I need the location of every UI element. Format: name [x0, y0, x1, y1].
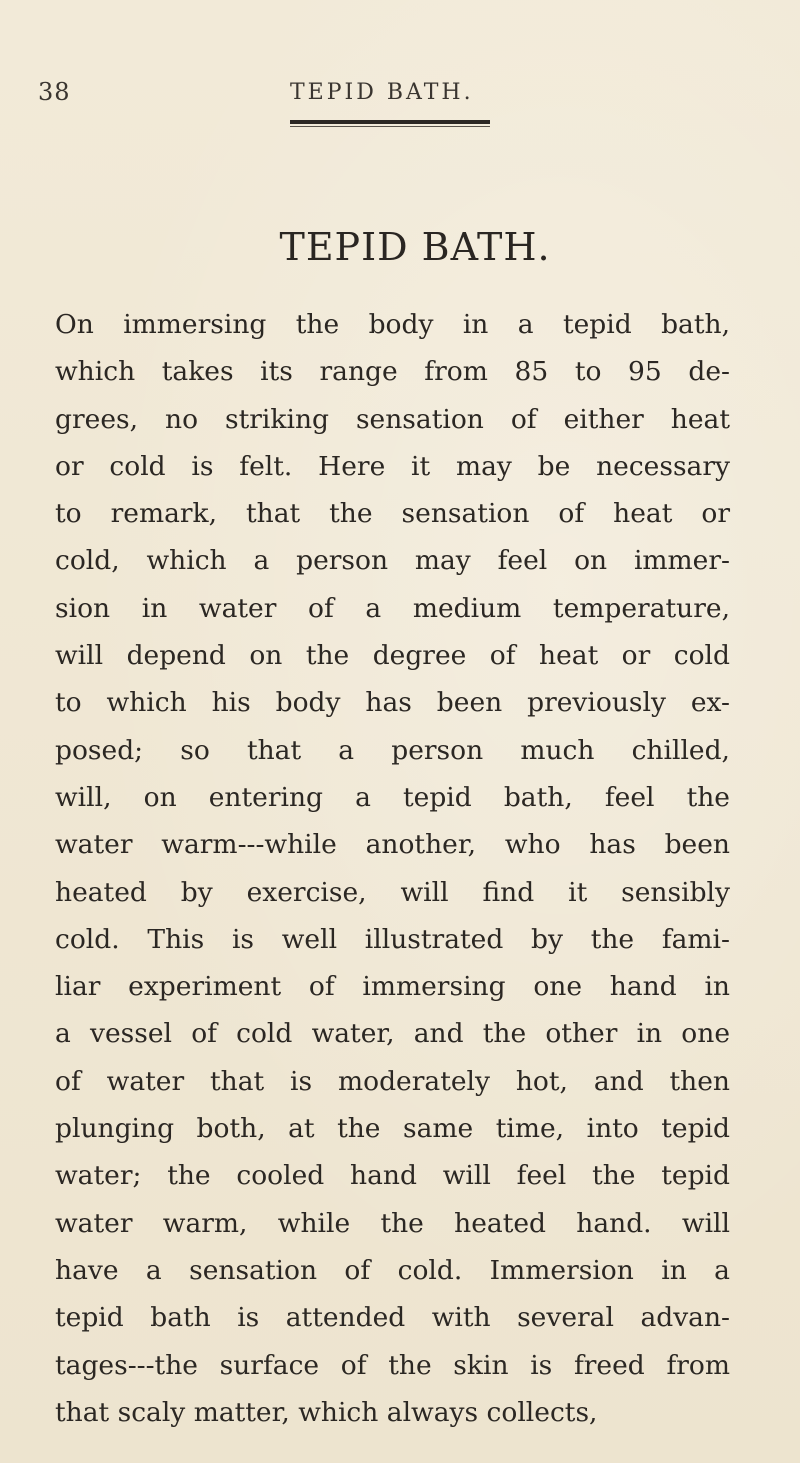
text-line: sion in water of a medium temperature, — [55, 592, 730, 624]
text-line: tepid bath is attended with several advan- — [55, 1302, 730, 1334]
text-line: a vessel of cold water, and the other in one — [55, 1018, 730, 1050]
text-line: grees, no striking sensation of either heat — [55, 403, 730, 435]
text-line: water warm, while the heated hand. will — [55, 1207, 730, 1239]
body-paragraph — [55, 301, 730, 1436]
running-head — [0, 68, 800, 108]
decorative-rule-thin — [290, 126, 490, 127]
text-line: will depend on the degree of heat or cold — [55, 640, 730, 672]
text-line: liar experiment of immersing one hand in — [55, 971, 730, 1003]
text-line: tages---the surface of the skin is freed from — [55, 1349, 730, 1381]
text-line: cold, which a person may feel on immer- — [55, 545, 730, 577]
text-line: have a sensation of cold. Immersion in a — [55, 1254, 730, 1286]
decorative-rule — [290, 120, 490, 124]
text-line: water warm---while another, who has been — [55, 829, 730, 861]
text-line: to which his body has been previously ex- — [55, 687, 730, 719]
text-line: that scaly matter, which always collects, — [55, 1396, 598, 1428]
page-number: 38 — [38, 78, 71, 106]
text-line: to remark, that the sensation of heat or — [55, 498, 730, 530]
text-line: which takes its range from 85 to 95 de- — [55, 356, 730, 388]
text-line: or cold is felt. Here it may be necessary — [55, 450, 730, 482]
text-line: heated by exercise, will find it sensibly — [55, 876, 730, 908]
section-heading: TEPID BATH. — [279, 225, 551, 269]
text-line: On immersing the body in a tepid bath, — [55, 309, 730, 340]
text-line: plunging both, at the same time, into tepid — [55, 1113, 730, 1145]
text-line: posed; so that a person much chilled, — [55, 734, 730, 766]
running-title: TEPID BATH. — [290, 80, 474, 105]
text-line: water; the cooled hand will feel the tepid — [55, 1160, 730, 1192]
text-line: cold. This is well illustrated by the fami- — [55, 923, 730, 955]
text-line: will, on entering a tepid bath, feel the — [55, 781, 730, 813]
text-line: of water that is moderately hot, and then — [55, 1065, 730, 1097]
